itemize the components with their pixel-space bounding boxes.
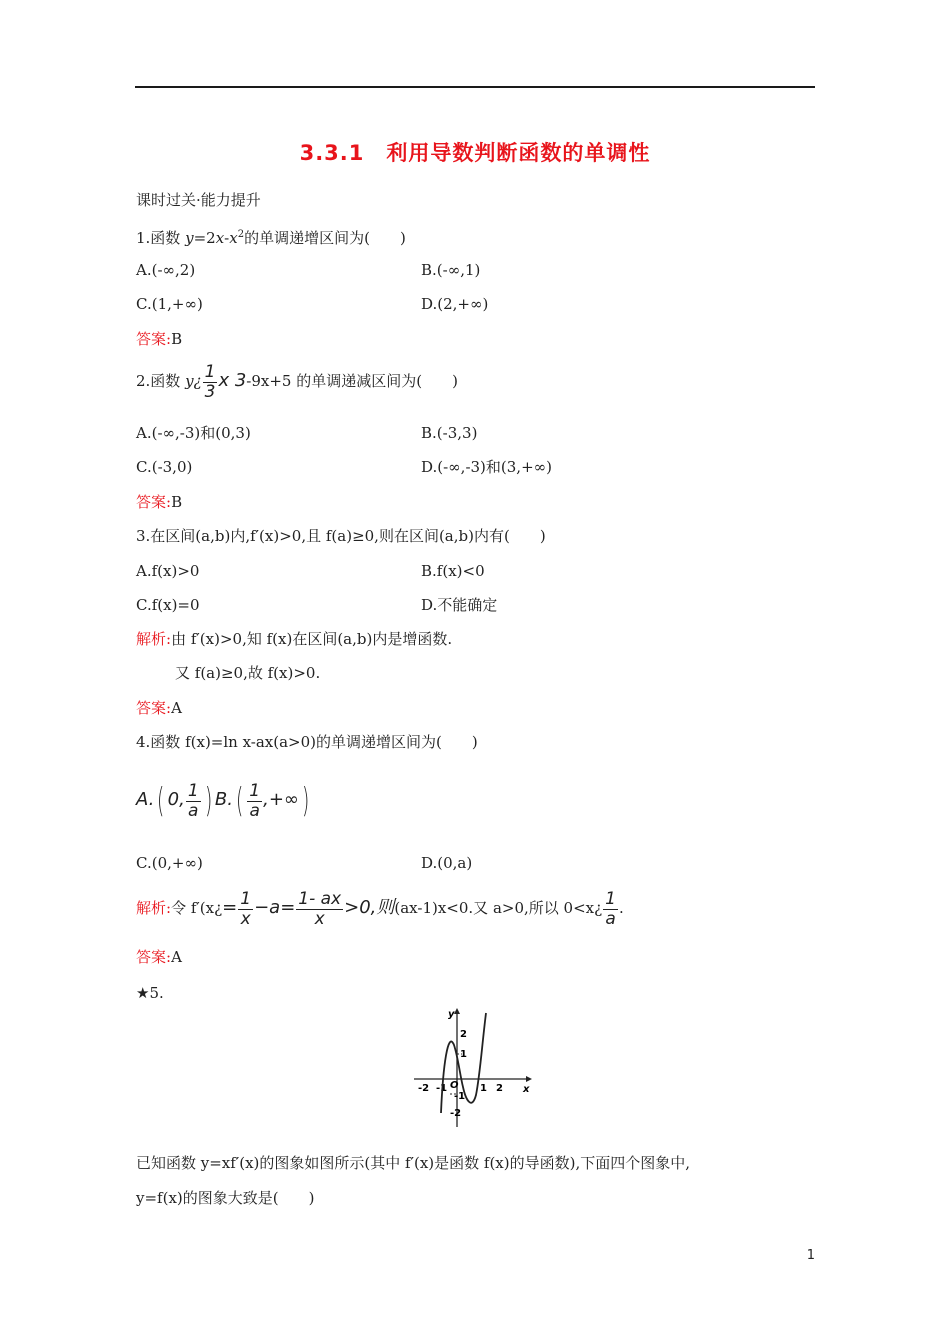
q2-options-row2 bbox=[136, 457, 552, 477]
q3-options-row1 bbox=[136, 561, 485, 581]
q3-answer: 答案:A bbox=[136, 699, 182, 717]
x-tick: 1 bbox=[480, 1083, 487, 1094]
q4-option-b-label: B. bbox=[214, 789, 233, 810]
q1-option-b: B.(-∞,1) bbox=[421, 261, 481, 279]
q1-stem: 1.函数 $y=2x-x^2$的单调递增区间为( ) bbox=[136, 229, 406, 247]
x-axis-arrow bbox=[526, 1076, 532, 1082]
q4-option-a-label: A. bbox=[136, 789, 155, 810]
page-number: 1 bbox=[806, 1248, 815, 1263]
q4-option-c: C.(0,+∞) bbox=[136, 854, 203, 872]
y-tick: 1 bbox=[460, 1049, 467, 1060]
q1-options-row1 bbox=[136, 260, 481, 280]
q2-options-row1 bbox=[136, 423, 478, 443]
q4-analysis: 解析:令 f′(x¿= $\frac{1}{x}$ −a= $\frac{1- ax}{x}$ >0,则(ax-1)x<0.又 a>0,所以 0<x¿ $\frac{1}{a}$ . bbox=[136, 888, 624, 929]
q3-stem: 3.在区间(a,b)内,f′(x)>0,且 f(a)≥0,则在区间(a,b)内有( ) bbox=[136, 527, 546, 545]
q2-fraction: $\frac{1}{3}$ bbox=[204, 361, 216, 402]
q4-answer: 答案:A bbox=[136, 948, 182, 966]
x-tick: 2 bbox=[496, 1083, 503, 1094]
q5-stem-cont: y=f(x)的图象大致是( ) bbox=[136, 1189, 315, 1207]
q4-options-row2 bbox=[136, 853, 473, 873]
q1-option-c: C.(1,+∞) bbox=[136, 295, 203, 313]
q3-option-d: D.不能确定 bbox=[421, 596, 498, 614]
q3-analysis-cont: 又 f(a)≥0,故 f(x)>0. bbox=[175, 664, 321, 682]
q1-options-row2 bbox=[136, 294, 489, 314]
q1-option-d: D.(2,+∞) bbox=[421, 295, 489, 313]
header-rule bbox=[135, 86, 815, 88]
q2-option-b: B.(-3,3) bbox=[421, 424, 478, 442]
y-tick: -1 bbox=[454, 1091, 466, 1102]
q2-stem: 2.函数 y¿ $\frac{1}{3}$ x 3-9x+5 的单调递减区间为( ) bbox=[136, 361, 458, 402]
q4-stem: 4.函数 f(x)=ln x-ax(a>0)的单调递增区间为( ) bbox=[136, 733, 478, 751]
q2-option-d: D.(-∞,-3)和(3,+∞) bbox=[421, 458, 552, 476]
q1-answer: 答案:B bbox=[136, 330, 183, 348]
q2-option-c: C.(-3,0) bbox=[136, 458, 193, 476]
q3-option-c: C.f(x)=0 bbox=[136, 596, 200, 614]
q1-option-a: A.(-∞,2) bbox=[136, 261, 196, 279]
q3-option-a: A.f(x)>0 bbox=[136, 562, 200, 580]
x-axis-label: x bbox=[523, 1084, 530, 1095]
q5-label: ★5. bbox=[136, 984, 164, 1002]
origin-label: O bbox=[450, 1080, 459, 1091]
q3-option-b: B.f(x)<0 bbox=[421, 562, 485, 580]
x-tick: -2 bbox=[418, 1083, 430, 1094]
q3-analysis: 解析:由 f′(x)>0,知 f(x)在区间(a,b)内是增函数. bbox=[136, 630, 453, 648]
q4-option-d: D.(0,a) bbox=[421, 854, 473, 872]
q5-graph bbox=[410, 1005, 540, 1130]
section-heading: 课时过关·能力提升 bbox=[136, 191, 261, 209]
y-tick: -2 bbox=[450, 1108, 462, 1119]
y-axis-arrow bbox=[454, 1008, 460, 1014]
q5-stem: 已知函数 y=xf′(x)的图象如图所示(其中 f′(x)是函数 f(x)的导函数),下面四个图象中, bbox=[136, 1154, 691, 1172]
page-title: 3.3.1 利用导数判断函数的单调性 bbox=[299, 141, 651, 165]
x-tick: -1 bbox=[436, 1083, 448, 1094]
q2-option-a: A.(-∞,-3)和(0,3) bbox=[136, 424, 251, 442]
q4-options-row1: A.( 0, $\frac{1}{a}$ ) B.( $\frac{1}{a}$ ,+∞) bbox=[136, 780, 310, 821]
y-axis-label: y bbox=[448, 1009, 455, 1020]
y-tick: 2 bbox=[460, 1029, 467, 1040]
q2-answer: 答案:B bbox=[136, 493, 183, 511]
q3-options-row2 bbox=[136, 595, 498, 615]
